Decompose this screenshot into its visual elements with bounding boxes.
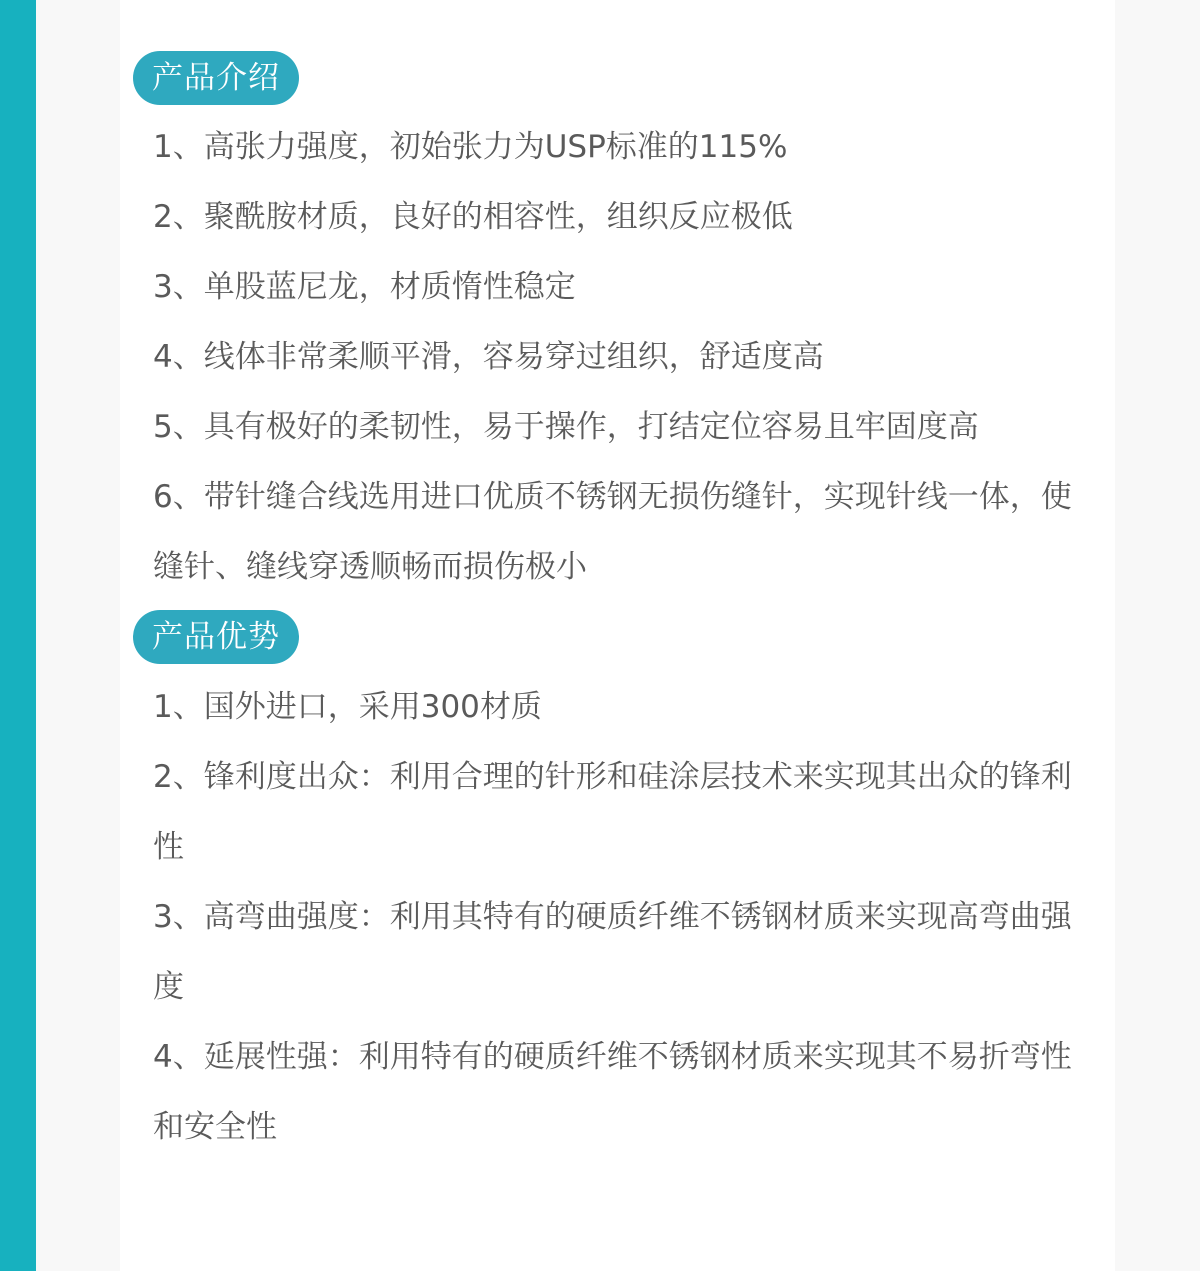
intro-item: 6、带针缝合线选用进口优质不锈钢无损伤缝针，实现针线一体，使缝针、缝线穿透顺畅而损伤极小: [153, 479, 1072, 585]
advantage-item: 1、国外进口，采用300材质: [153, 689, 542, 725]
section-title-advantages: 产品优势: [133, 610, 299, 664]
intro-item: 4、线体非常柔顺平滑，容易穿过组织，舒适度高: [153, 339, 824, 375]
intro-item: 1、高张力强度，初始张力为USP标准的115%: [153, 129, 788, 165]
advantage-item: 3、高弯曲强度：利用其特有的硬质纤维不锈钢材质来实现高弯曲强度: [153, 899, 1072, 1005]
advantage-item: 2、锋利度出众：利用合理的针形和硅涂层技术来实现其出众的锋利性: [153, 759, 1072, 865]
right-gutter: [1115, 0, 1200, 1271]
left-accent-bar: [0, 0, 36, 1271]
content-panel: [120, 0, 1115, 1271]
advantage-item: 4、延展性强：利用特有的硬质纤维不锈钢材质来实现其不易折弯性和安全性: [153, 1039, 1072, 1145]
intro-item: 3、单股蓝尼龙，材质惰性稳定: [153, 269, 576, 305]
intro-item: 5、具有极好的柔韧性，易于操作，打结定位容易且牢固度高: [153, 409, 979, 445]
left-gutter: [36, 0, 120, 1271]
intro-item: 2、聚酰胺材质，良好的相容性，组织反应极低: [153, 199, 793, 235]
section-title-intro: 产品介绍: [133, 51, 299, 105]
